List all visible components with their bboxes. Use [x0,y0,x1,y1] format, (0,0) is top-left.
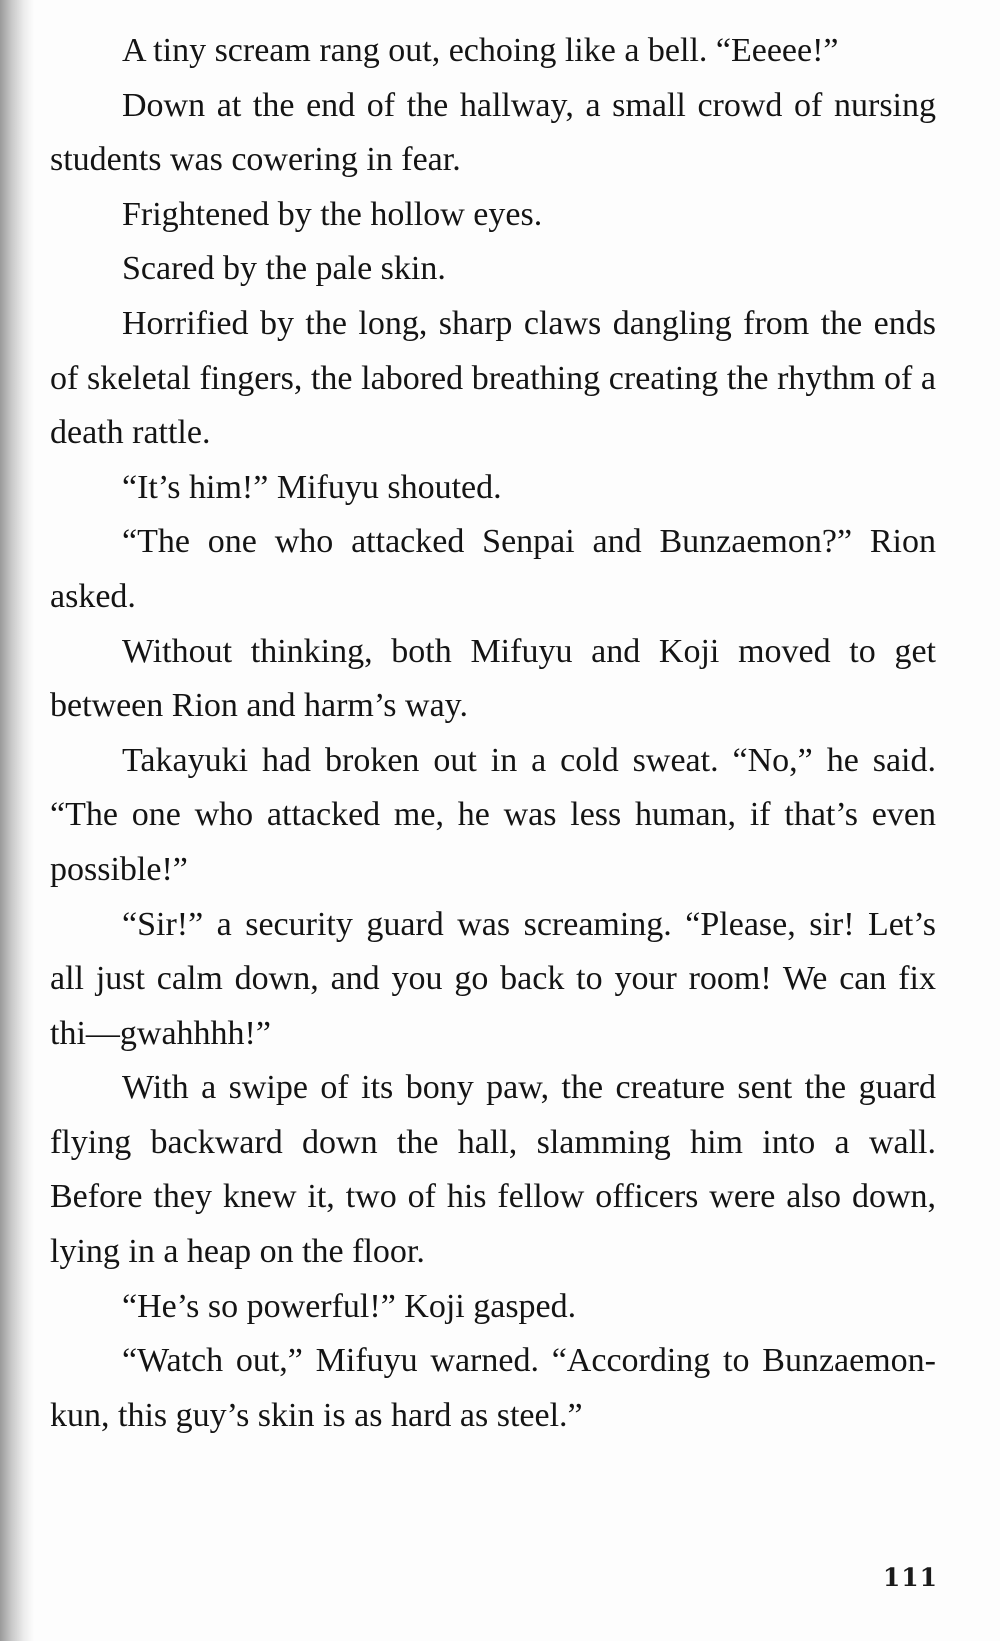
paragraph: Scared by the pale skin. [122,250,446,288]
paragraph: A tiny scream rang out, echoing like a bell. “Eeeee!” [122,32,839,69]
paragraph: “He’s so powerful!” Koji gasped. [122,1287,577,1325]
paragraph: Without thinking, both Mifuyu and Koji moved to get between Rion and harm’s way. [50,632,936,725]
paragraph: “The one who attacked Senpai and Bunzaemon?” Rion asked. [50,523,936,615]
paragraph: “Sir!” a security guard was screaming. “Please, sir! Let’s all just calm down, and you go back to your room! We can fix thi—gwahhhh!” [50,905,936,1052]
paragraph: With a swipe of its bony paw, the creature sent the guard flying backward down the hall, slamming him into a wall. Before they knew it, two of his fellow officers were also down, lying in a heap on the floor. [50,1069,936,1271]
paragraph: “It’s him!” Mifuyu shouted. [122,468,502,506]
page-gutter-shadow [0,0,34,1641]
page-number: 111 [882,1563,938,1592]
body-text [50,24,936,1443]
paragraph: “Watch out,” Mifuyu warned. “According to Bunzaemon-kun, this guy’s skin is as hard as steel.” [50,1342,936,1434]
paragraph: Down at the end of the hallway, a small crowd of nursing students was cowering in fear. [50,86,936,179]
paragraph: Frightened by the hollow eyes. [122,195,543,233]
paragraph: Takayuki had broken out in a cold sweat. “No,” he said. “The one who attacked me, he was less human, if that’s even possible!” [50,741,936,888]
paragraph: Horrified by the long, sharp claws dangling from the ends of skeletal fingers, the labored breathing creating the rhythm of a death rattle. [50,304,936,452]
